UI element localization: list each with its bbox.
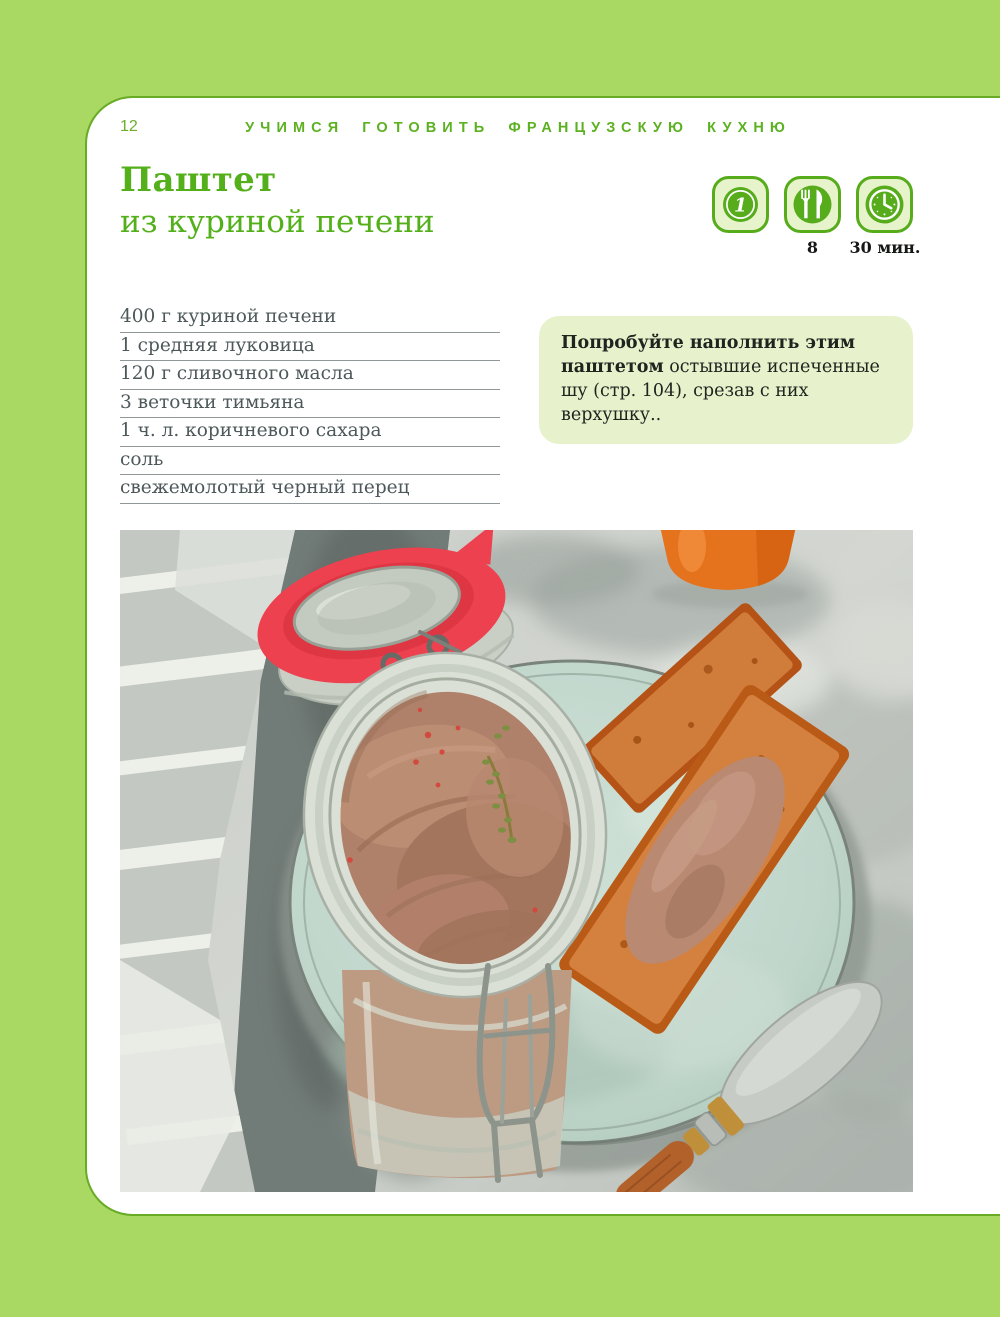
ingredients-list	[120, 304, 500, 504]
ingredient-item: 120 г сливочного масла	[120, 361, 500, 390]
tip-bold: Попробуйте наполнить этим паштетом	[561, 333, 856, 377]
ingredient-item: 1 средняя луковица	[120, 333, 500, 362]
clock-icon	[856, 176, 913, 233]
recipe-title	[120, 160, 435, 244]
recipe-card	[85, 96, 1000, 1216]
time-value: 30 мин.	[849, 238, 921, 257]
page-number: 12	[120, 118, 138, 135]
ingredient-item: 400 г куриной печени	[120, 304, 500, 333]
level-1-medal-icon	[712, 176, 769, 233]
tip-box	[539, 316, 913, 444]
recipe-photo	[120, 530, 913, 1192]
recipe-photo-illustration	[120, 530, 913, 1192]
running-header: УЧИМСЯ ГОТОВИТЬ ФРАНЦУЗСКУЮ КУХНЮ	[245, 120, 791, 136]
servings-value: 8	[806, 238, 819, 257]
ingredient-item: свежемолотый черный перец	[120, 475, 500, 504]
difficulty-value: 1	[733, 194, 748, 217]
recipe-title-line2: из куриной печени	[120, 204, 435, 240]
recipe-title-line1: Паштет	[120, 160, 277, 200]
ingredient-item: 1 ч. л. коричневого сахара	[120, 418, 500, 447]
recipe-meta-badges	[712, 176, 913, 233]
ingredient-item: 3 веточки тимьяна	[120, 390, 500, 419]
fork-knife-icon	[784, 176, 841, 233]
ingredient-item: соль	[120, 447, 500, 476]
tip-text: остывшие испеченные шу (стр. 104), срезав с них верхушку..	[561, 357, 880, 425]
